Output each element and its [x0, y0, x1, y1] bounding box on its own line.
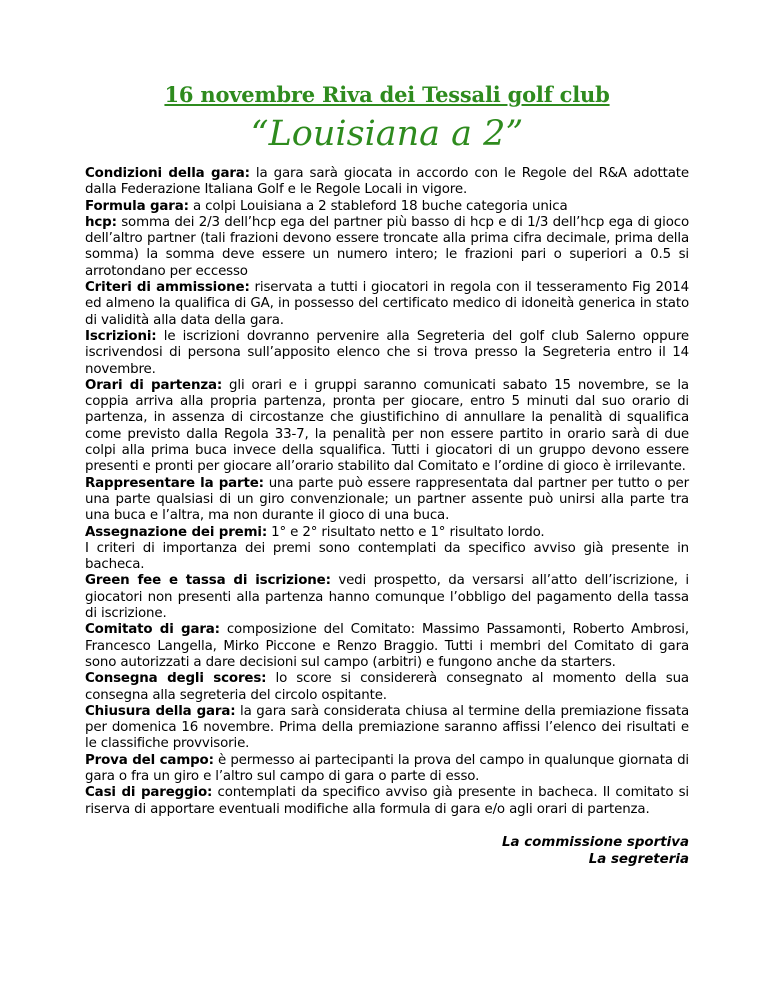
rule-label: Criteri di ammissione: — [85, 280, 250, 296]
rule-paragraph — [85, 280, 689, 329]
rule-label: Prova del campo: — [85, 752, 214, 768]
rule-text: contemplati da specifico avviso già presente in bacheca. Il comitato si riserva di apportare eventuali modifiche alla formula di gara e/o agli orari di partenza. — [85, 785, 690, 817]
rule-paragraph — [85, 329, 689, 378]
signature-commission: La commissione sportiva — [502, 834, 689, 850]
signature-block — [85, 834, 689, 868]
rule-text: le iscrizioni dovranno pervenire alla Segreteria del golf club Salerno oppure iscrivendosi di persona sull’apposito elenco che si trova presso la Segreteria entro il 14 novembre. — [85, 328, 689, 377]
rule-text: la gara sarà giocata in accordo con le Regole del R&A adottate dalla Federazione Italiana Golf e le Regole Locali in vigore. — [85, 166, 689, 198]
rule-text: gli orari e i gruppi saranno comunicati sabato 15 novembre, se la coppia arriva alla propria partenza, pronta per giocare, entro 5 minuti dal suo orario di partenza, in assenza di circostanze che giustifichino di annullare la penalità di squalifica come previsto dalla Regola 33-7, la penalità per non essere partito in orario sarà di due colpi alla prima buca invece della squalifica. Tutti i giocatori di un gruppo devono essere presenti e pronti per giocare all’orario stabilito dal Comitato e l’ordine di gioco è irrilevante. — [85, 377, 689, 475]
rule-label: Iscrizioni: — [85, 328, 157, 344]
rule-paragraph — [85, 541, 689, 574]
rule-label: Orari di partenza: — [85, 377, 223, 393]
page-title: 16 novembre Riva dei Tessali golf club — [164, 82, 610, 107]
rule-text: una parte può essere rappresentata dal partner per tutto o per una parte qualsiasi di un giro convenzionale; un partner assente può unirsi alla parte tra una buca e l’altra, ma non durante il gioco di una buca. — [85, 475, 689, 524]
rule-paragraph — [85, 704, 689, 753]
rule-paragraph — [85, 622, 689, 671]
rule-text: somma dei 2/3 dell’hcp ega del partner più basso di hcp e di 1/3 dell’hcp ega di gioco dell’altro partner (tali frazioni devono essere troncate alla prima cifra decimale, prima della somma) la somma deve essere un numero intero; le frazioni pari o superiori a 0.5 si arrotondano per eccesso — [85, 214, 689, 279]
rule-text: la gara sarà considerata chiusa al termine della premiazione fissata per domenica 16 novembre. Prima della premiazione saranno affissi l’elenco dei risultati e le classifiche provvisorie. — [85, 703, 689, 752]
rule-paragraph — [85, 785, 689, 818]
rule-paragraph — [85, 199, 689, 215]
rule-text: I criteri di importanza dei premi sono contemplati da specifico avviso già presente in bacheca. — [85, 540, 689, 573]
rule-text: composizione del Comitato: Massimo Passamonti, Roberto Ambrosi, Francesco Langella, Mirko Piccone e Renzo Braggio. Tutti i membri del Comitato di gara sono autorizzati a dare decisioni sul campo (arbitri) e fungono anche da starters. — [85, 622, 689, 670]
rule-label: Consegna degli scores: — [85, 671, 267, 687]
rule-text: lo score si considererà consegnato al momento della sua consegna alla segreteria del circolo ospitante. — [85, 671, 689, 703]
rule-label: Casi di pareggio: — [85, 785, 213, 801]
event-name: “Louisiana a 2” — [250, 114, 524, 154]
rule-text: riservata a tutti i giocatori in regola con il tesseramento Fig 2014 ed almeno la qualifica di GA, in possesso del certificato medico di idoneità generica in stato di validità alla data della gara. — [85, 280, 689, 328]
rule-label: Green fee e tassa di iscrizione: — [85, 573, 331, 589]
rule-label: hcp: — [85, 214, 117, 230]
rule-paragraph — [85, 166, 689, 199]
rule-paragraph — [85, 215, 689, 280]
rules-body — [85, 166, 689, 818]
rule-paragraph — [85, 671, 689, 704]
rule-label: Condizioni della gara: — [85, 166, 250, 181]
rule-paragraph — [85, 476, 689, 525]
rule-paragraph — [85, 753, 689, 786]
rule-paragraph — [85, 573, 689, 622]
rule-paragraph — [85, 525, 689, 541]
signature-secretariat: La segreteria — [588, 851, 689, 867]
rule-label: Chiusura della gara: — [85, 703, 236, 719]
rule-text: vedi prospetto, da versarsi all’atto dell’iscrizione, i giocatori non presenti alla partenza hanno comunque l’obbligo del pagamento della tassa di iscrizione. — [85, 573, 689, 622]
rule-text: è permesso ai partecipanti la prova del campo in qualunque giornata di gara o fra un giro e l’altro sul campo di gara o parte di esso. — [85, 752, 689, 784]
rule-paragraph — [85, 378, 689, 476]
rule-label: Rappresentare la parte: — [85, 475, 264, 491]
rule-label: Assegnazione dei premi: — [85, 524, 268, 540]
rule-text: 1° e 2° risultato netto e 1° risultato lordo. — [267, 524, 545, 540]
rule-label: Formula gara: — [85, 198, 189, 214]
rule-text: a colpi Louisiana a 2 stableford 18 buche categoria unica — [188, 198, 568, 214]
rule-label: Comitato di gara: — [85, 622, 220, 638]
